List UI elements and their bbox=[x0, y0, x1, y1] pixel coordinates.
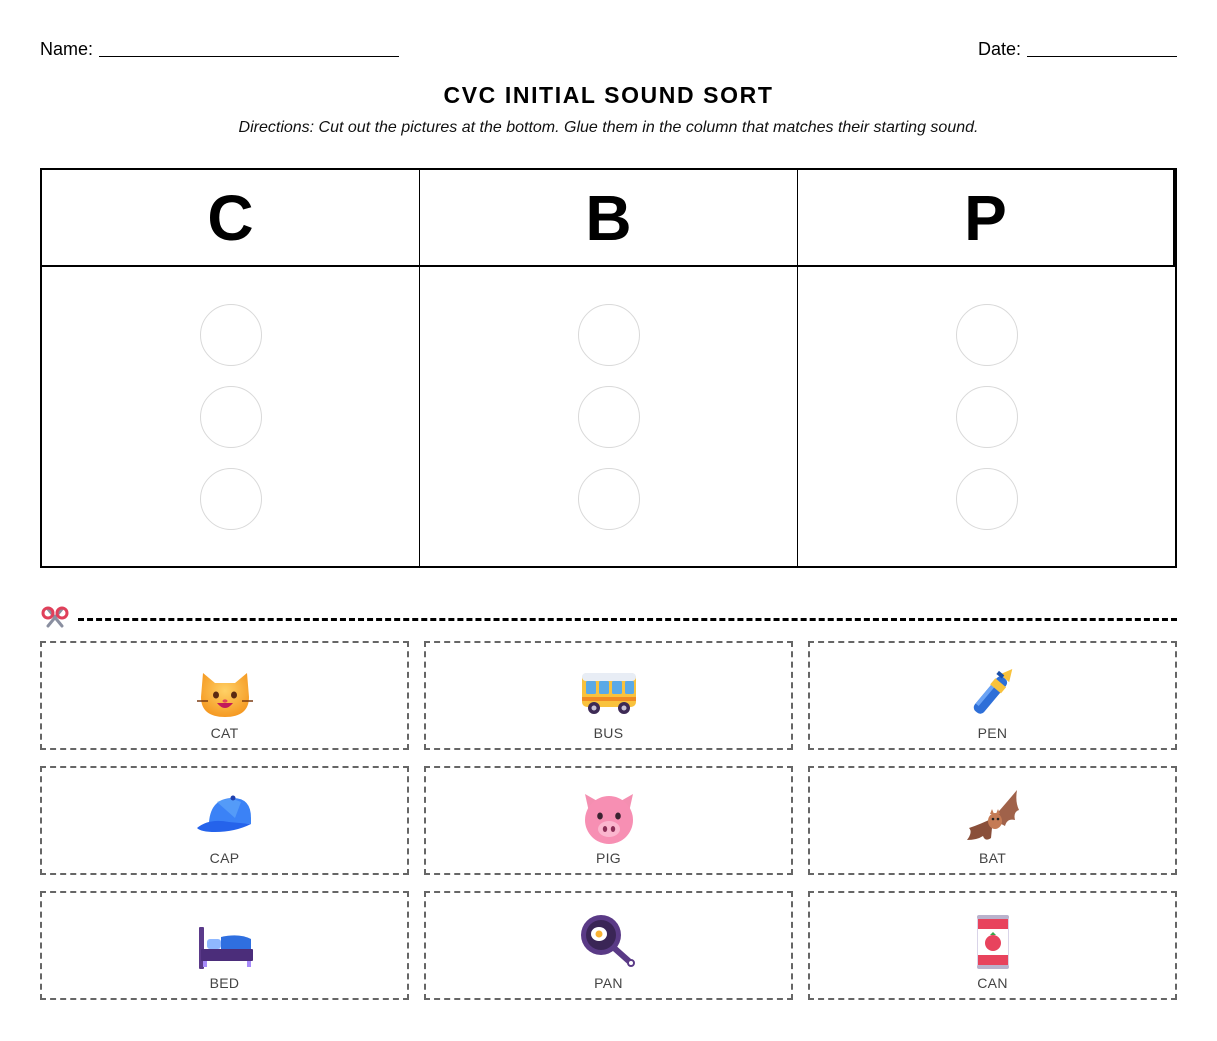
bat-icon bbox=[963, 788, 1023, 846]
name-blank-line bbox=[99, 56, 399, 57]
placement-circle bbox=[200, 468, 262, 530]
bed-icon bbox=[195, 913, 255, 971]
picture-card-cap[interactable] bbox=[40, 766, 409, 875]
can-icon bbox=[963, 913, 1023, 971]
directions-text: Directions: Cut out the pictures at the bottom. Glue them in the column that matches their starting sound. bbox=[238, 119, 979, 136]
card-label: CAT bbox=[210, 725, 239, 741]
picture-card-bat[interactable] bbox=[808, 766, 1177, 875]
sort-column-b bbox=[420, 170, 798, 566]
picture-card-can[interactable] bbox=[808, 891, 1177, 1000]
card-label: BED bbox=[209, 975, 240, 991]
header-row bbox=[40, 38, 1177, 60]
name-label: Name: bbox=[40, 39, 94, 59]
picture-card-pen[interactable] bbox=[808, 641, 1177, 750]
card-label: PEN bbox=[977, 725, 1008, 741]
date-blank-line bbox=[1027, 56, 1177, 57]
bus-icon bbox=[579, 663, 639, 721]
picture-card-bed[interactable] bbox=[40, 891, 409, 1000]
column-letter: B bbox=[420, 170, 797, 267]
page-title: CVC INITIAL SOUND SORT bbox=[443, 82, 774, 108]
card-label: BAT bbox=[978, 850, 1007, 866]
date-field bbox=[978, 39, 1177, 60]
pig-face-icon bbox=[579, 788, 639, 846]
card-label: CAN bbox=[977, 975, 1008, 991]
column-drop-area bbox=[420, 267, 797, 566]
placement-circle bbox=[956, 304, 1018, 366]
card-label: PAN bbox=[594, 975, 623, 991]
placement-circle bbox=[200, 386, 262, 448]
card-label: PIG bbox=[595, 850, 622, 866]
cap-icon bbox=[195, 788, 255, 846]
date-label: Date: bbox=[977, 39, 1021, 59]
placement-circle bbox=[200, 304, 262, 366]
pen-icon bbox=[963, 663, 1023, 721]
picture-cards bbox=[40, 641, 1177, 1000]
placement-circle bbox=[578, 386, 640, 448]
placement-circle bbox=[956, 386, 1018, 448]
picture-card-bus[interactable] bbox=[424, 641, 793, 750]
placement-circle bbox=[578, 468, 640, 530]
column-letter: P bbox=[798, 170, 1175, 267]
picture-card-cat[interactable] bbox=[40, 641, 409, 750]
column-letter: C bbox=[42, 170, 419, 267]
picture-card-pig[interactable] bbox=[424, 766, 793, 875]
scissors-icon bbox=[40, 606, 70, 634]
cat-face-icon bbox=[195, 663, 255, 721]
card-label: CAP bbox=[209, 850, 240, 866]
name-field bbox=[40, 39, 399, 60]
frying-pan-icon bbox=[579, 913, 639, 971]
column-drop-area bbox=[42, 267, 419, 566]
cut-dashed-line bbox=[78, 618, 1177, 621]
cut-line-row bbox=[40, 606, 1177, 634]
sort-table bbox=[40, 168, 1177, 568]
sort-column-p bbox=[798, 170, 1175, 566]
placement-circle bbox=[578, 304, 640, 366]
placement-circle bbox=[956, 468, 1018, 530]
card-label: BUS bbox=[593, 725, 624, 741]
sort-column-c bbox=[42, 170, 420, 566]
picture-card-pan[interactable] bbox=[424, 891, 793, 1000]
column-drop-area bbox=[798, 267, 1175, 566]
